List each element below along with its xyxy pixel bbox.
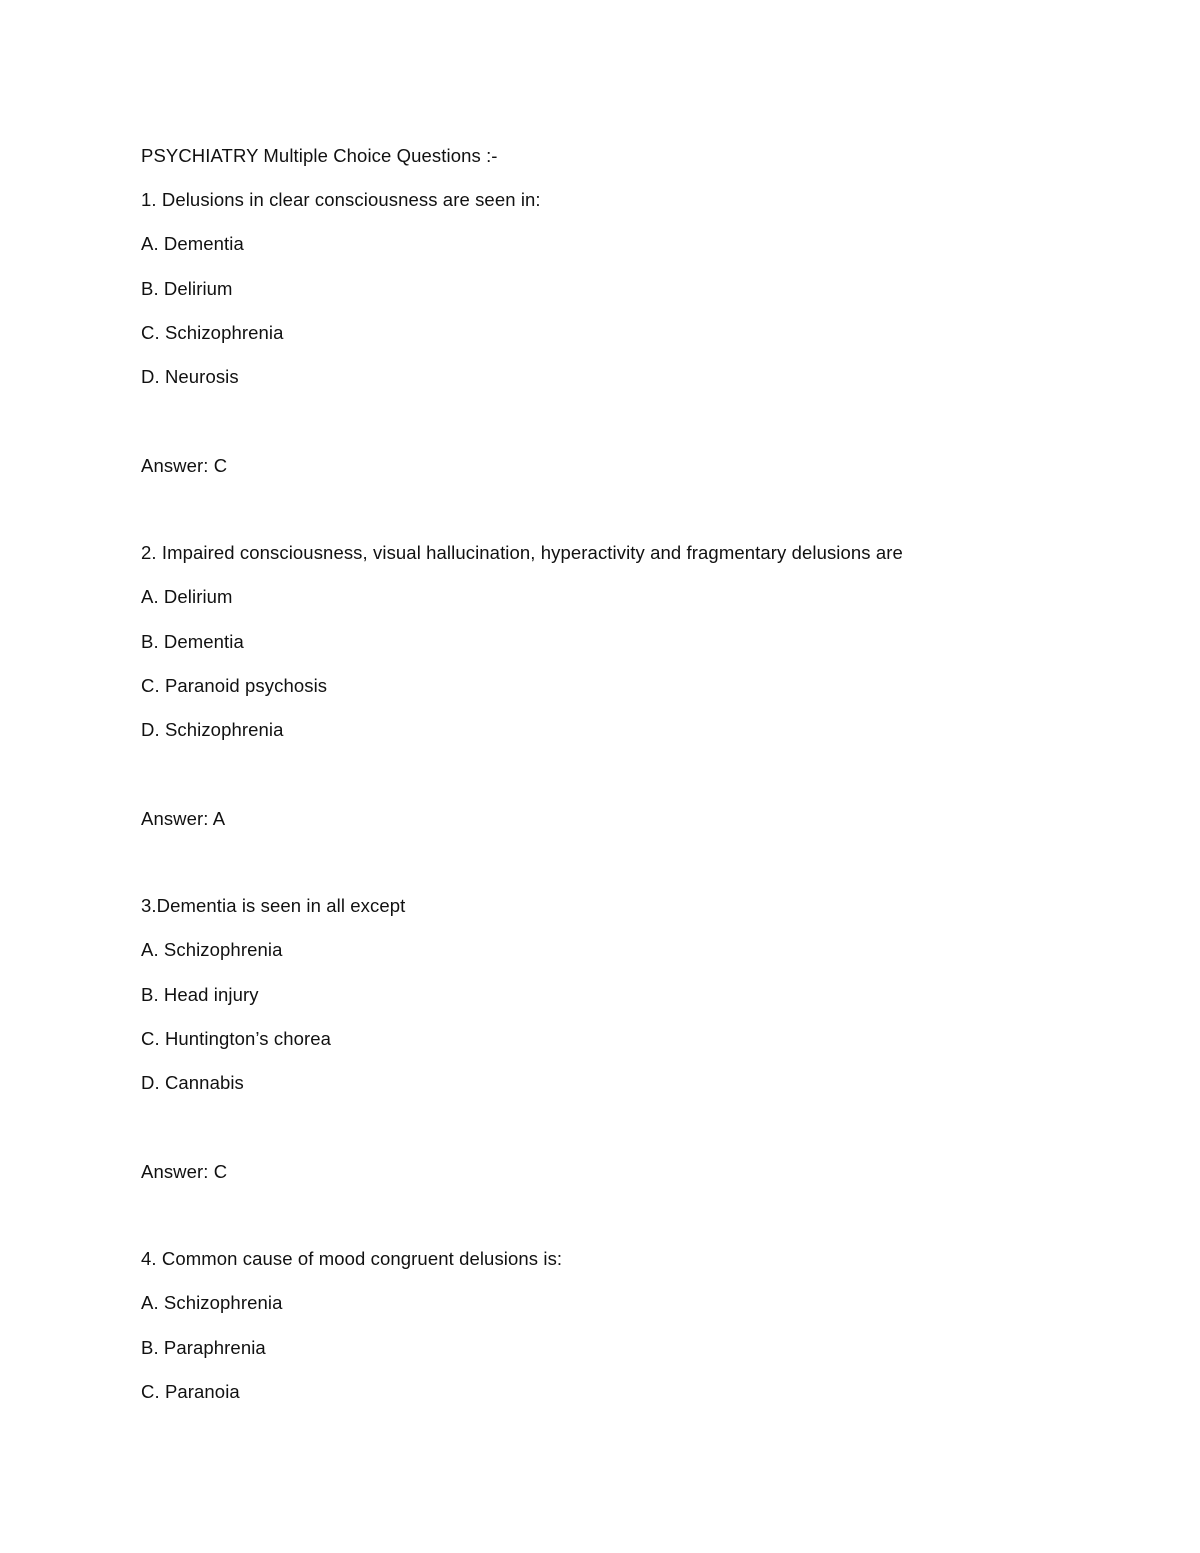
question-1-text: 1. Delusions in clear consciousness are seen in: bbox=[141, 189, 541, 210]
question-1-option-c: C. Schizophrenia bbox=[141, 322, 284, 343]
question-4-option-b: B. Paraphrenia bbox=[141, 1337, 266, 1358]
question-4-option-c: C. Paranoia bbox=[141, 1381, 240, 1402]
question-4-option-a: A. Schizophrenia bbox=[141, 1292, 283, 1313]
question-3-option-c: C. Huntington’s chorea bbox=[141, 1028, 332, 1049]
question-3-option-d: D. Cannabis bbox=[141, 1072, 244, 1093]
question-2-option-c: C. Paranoid psychosis bbox=[141, 675, 328, 696]
question-3-option-b: B. Head injury bbox=[141, 984, 259, 1005]
question-2-option-d: D. Schizophrenia bbox=[141, 719, 284, 740]
question-4-text: 4. Common cause of mood congruent delusions is: bbox=[141, 1248, 563, 1269]
question-2-option-b: B. Dementia bbox=[141, 631, 244, 652]
question-2-answer: Answer: A bbox=[141, 808, 226, 829]
document-heading: PSYCHIATRY Multiple Choice Questions :- bbox=[141, 145, 498, 166]
question-3-text: 3.Dementia is seen in all except bbox=[141, 895, 406, 916]
question-1-answer: Answer: C bbox=[141, 455, 228, 476]
question-2-option-a: A. Delirium bbox=[141, 586, 233, 607]
question-3-option-a: A. Schizophrenia bbox=[141, 939, 283, 960]
question-1-option-d: D. Neurosis bbox=[141, 366, 239, 387]
question-1-option-b: B. Delirium bbox=[141, 278, 233, 299]
question-2-text: 2. Impaired consciousness, visual hallucination, hyperactivity and fragmentary delusions are bbox=[141, 542, 903, 563]
question-1-option-a: A. Dementia bbox=[141, 233, 244, 254]
question-3-answer: Answer: C bbox=[141, 1161, 228, 1182]
